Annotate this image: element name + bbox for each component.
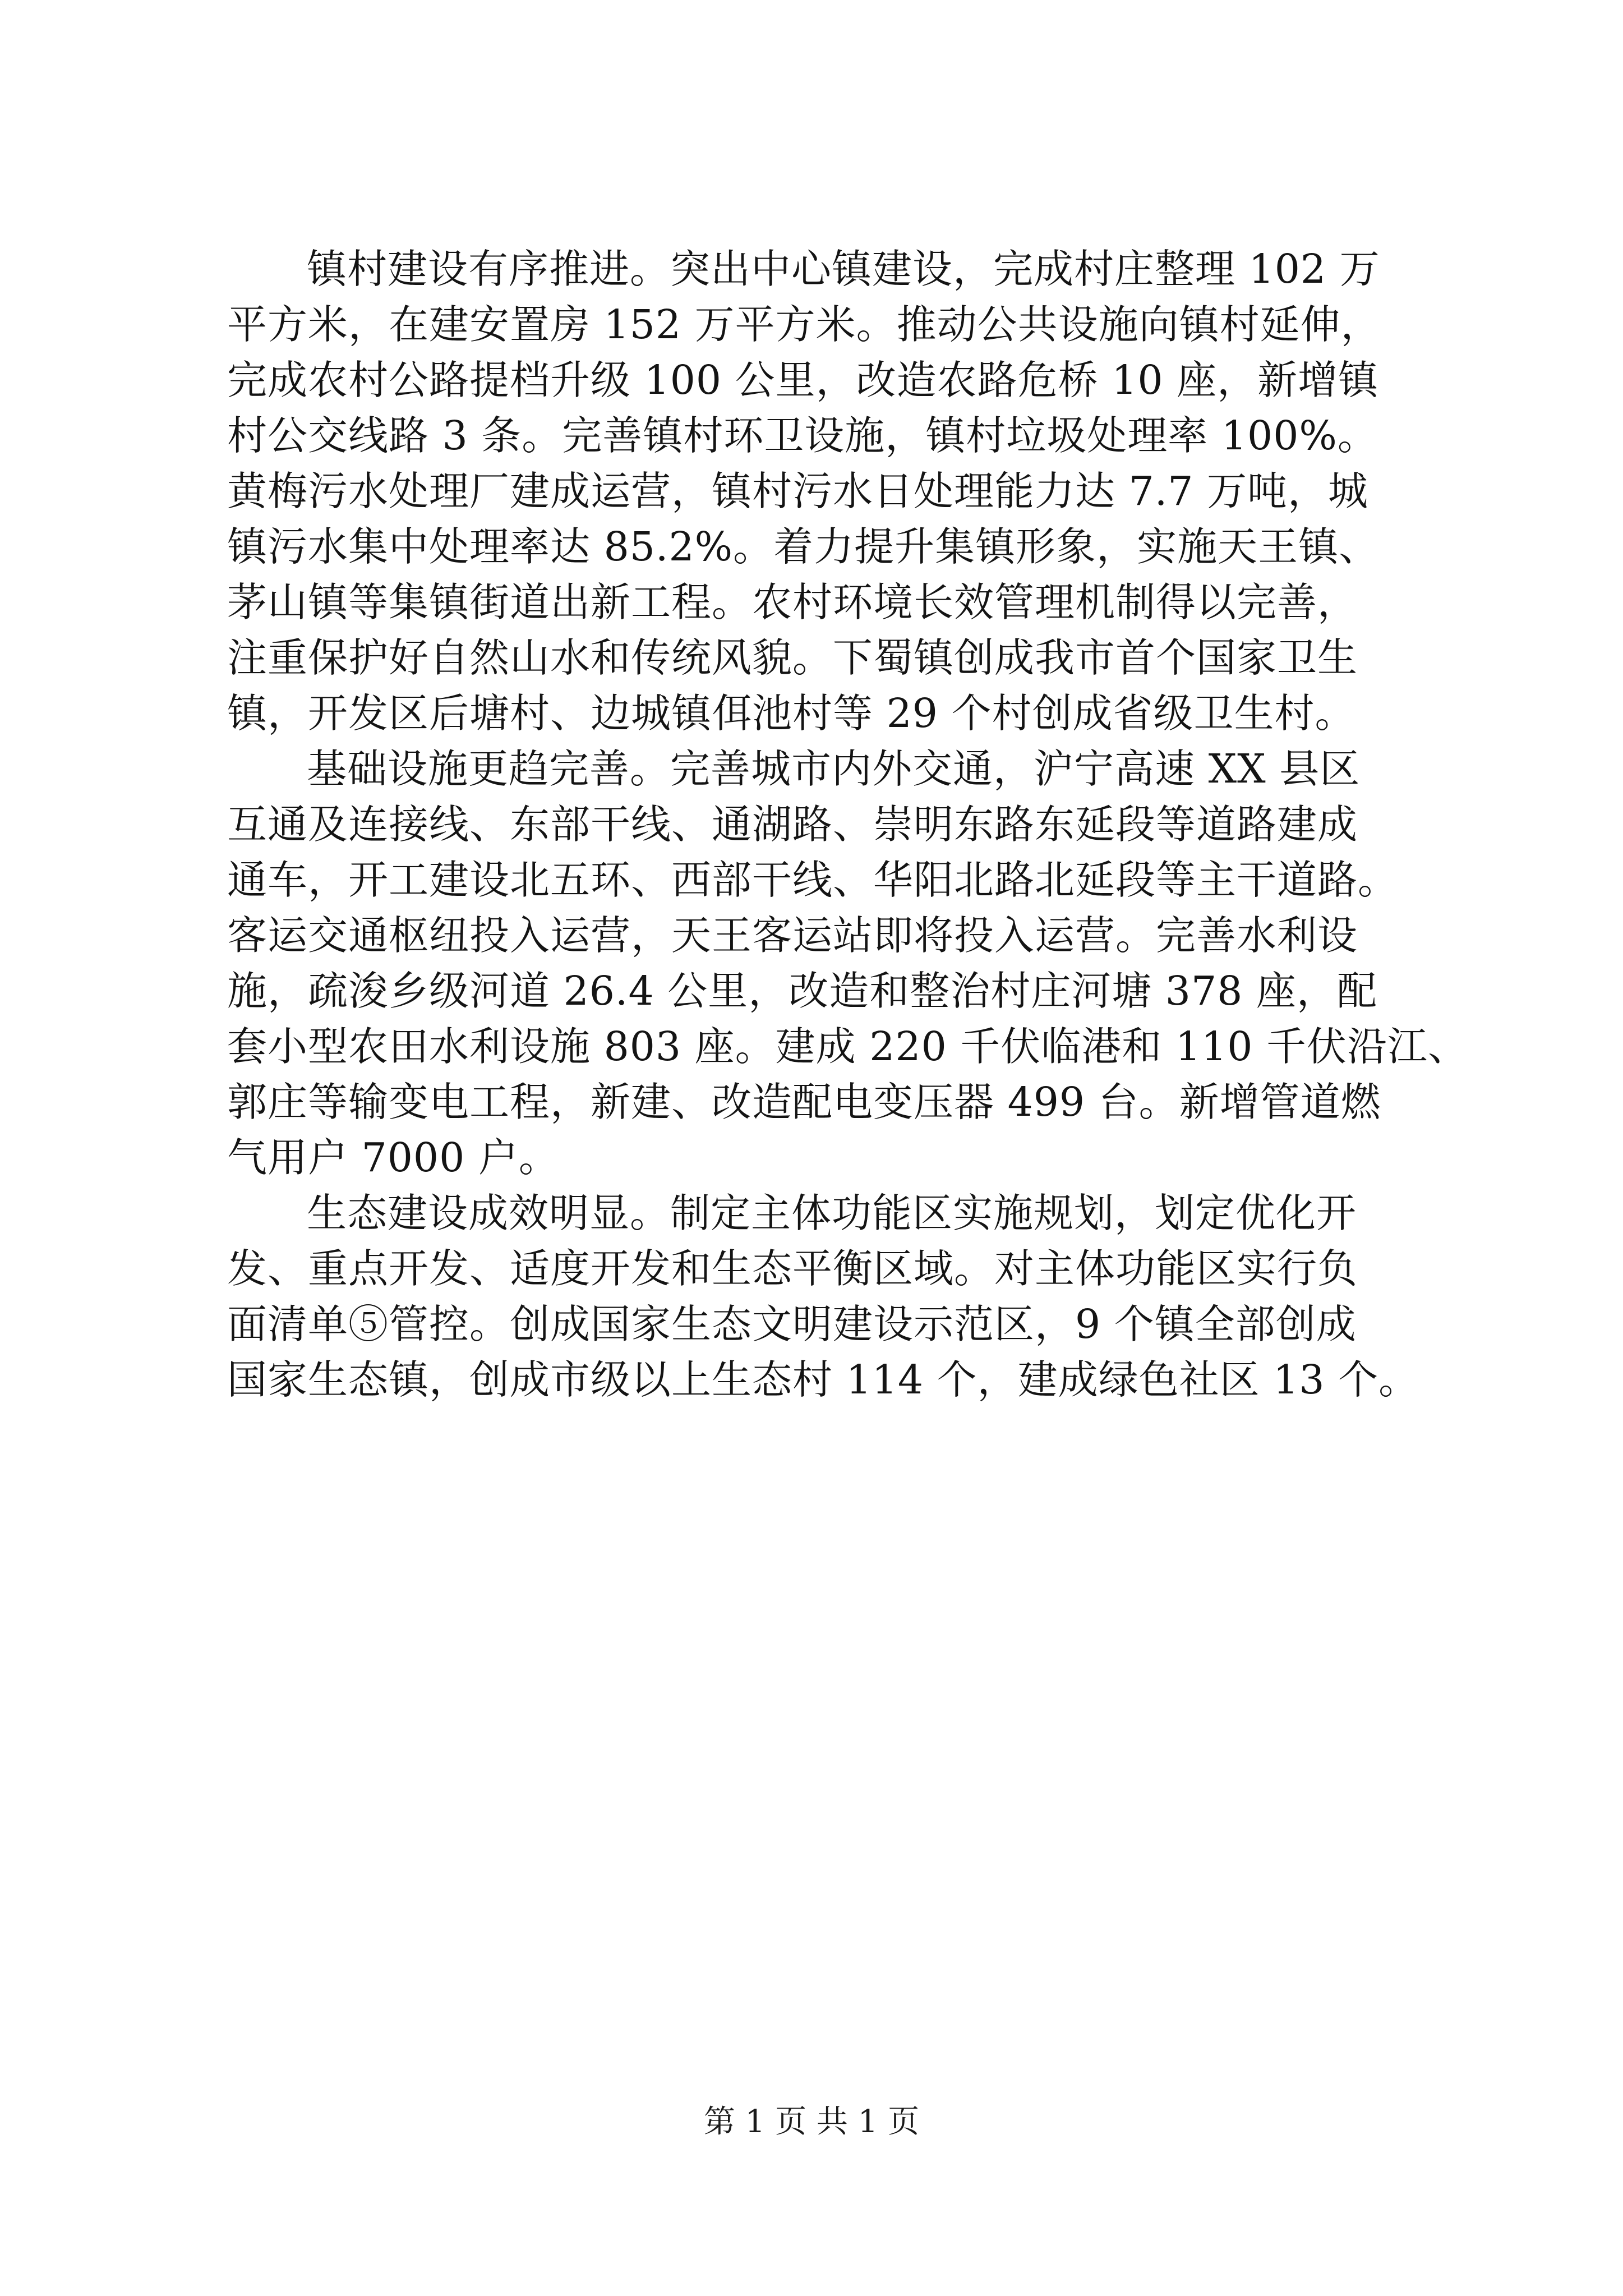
paragraph-line: 发、重点开发、适度开发和生态平衡区域。对主体功能区实行负 (227, 1245, 1358, 1292)
paragraph-line: 面清单⑤管控。创成国家生态文明建设示范区，9 个镇全部创成 (227, 1301, 1357, 1347)
paragraph-line: 基础设施更趋完善。完善城市内外交通，沪宁高速 XX 县区 (307, 746, 1361, 792)
paragraph-line: 村公交线路 3 条。完善镇村环卫设施，镇村垃圾处理率 100%。 (227, 412, 1378, 459)
paragraph-line: 客运交通枢纽投入运营，天王客运站即将投入运营。完善水利设 (227, 912, 1358, 959)
paragraph-line: 完成农村公路提档升级 100 公里，改造农路危桥 10 座，新增镇 (227, 357, 1379, 403)
paragraph-line: 镇村建设有序推进。突出中心镇建设，完成村庄整理 102 万 (307, 246, 1380, 292)
paragraph-line: 国家生态镇，创成市级以上生态村 114 个，建成绿色社区 13 个。 (227, 1356, 1419, 1403)
paragraph-line: 平方米，在建安置房 152 万平方米。推动公共设施向镇村延伸， (227, 301, 1381, 348)
paragraph-line: 注重保护好自然山水和传统风貌。下蜀镇创成我市首个国家卫生 (227, 634, 1358, 681)
paragraph-line: 茅山镇等集镇街道出新工程。农村环境长效管理机制得以完善， (227, 579, 1358, 625)
paragraph-village-construction (227, 241, 1422, 741)
paragraph-line: 气用户 7000 户。 (227, 1134, 559, 1181)
paragraph-line: 黄梅污水处理厂建成运营，镇村污水日处理能力达 7.7 万吨，城 (227, 468, 1369, 514)
paragraph-line: 镇，开发区后塘村、边城镇佴池村等 29 个村创成省级卫生村。 (227, 690, 1355, 737)
paragraph-infrastructure (227, 741, 1468, 1185)
document-body (227, 241, 1468, 1407)
paragraph-line: 套小型农田水利设施 803 座。建成 220 千伏临港和 110 千伏沿江、 (227, 1023, 1468, 1070)
paragraph-line: 互通及连接线、东部干线、通湖路、崇明东路东延段等道路建成 (227, 801, 1358, 848)
page-number-footer: 第 1 页 共 1 页 (703, 2104, 920, 2140)
paragraph-line: 施，疏浚乡级河道 26.4 公里，改造和整治村庄河塘 378 座，配 (227, 968, 1377, 1014)
paragraph-line: 生态建设成效明显。制定主体功能区实施规划，划定优化开 (307, 1190, 1357, 1236)
paragraph-line: 郭庄等输变电工程，新建、改造配电变压器 499 台。新增管道燃 (227, 1079, 1381, 1125)
paragraph-line: 通车，开工建设北五环、西部干线、华阳北路北延段等主干道路。 (227, 857, 1399, 903)
paragraph-ecological-construction (227, 1185, 1422, 1407)
paragraph-line: 镇污水集中处理率达 85.2%。着力提升集镇形象，实施天王镇、 (227, 523, 1380, 570)
